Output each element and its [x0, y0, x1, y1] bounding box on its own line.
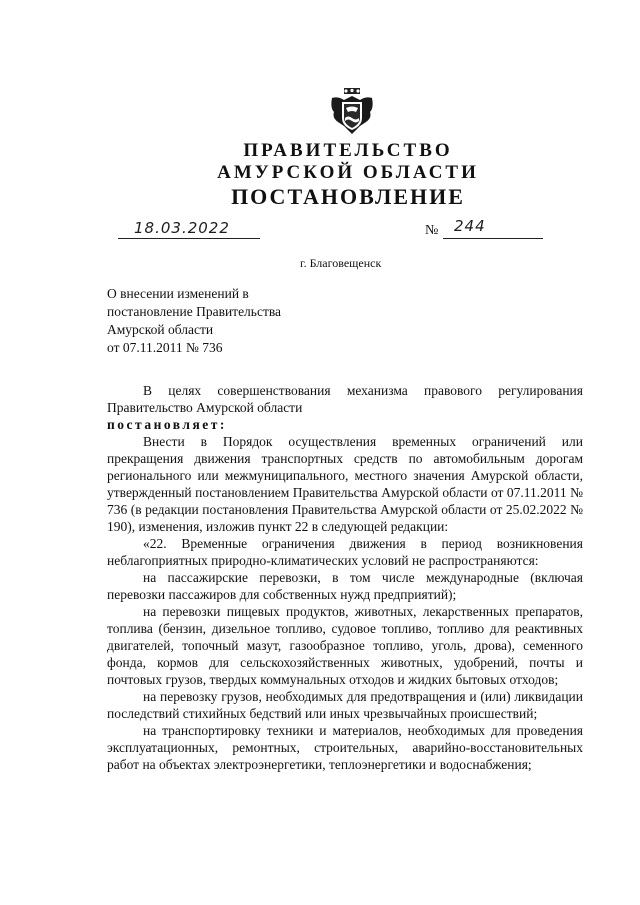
body-paragraph: на транспортировку техники и материалов, необходимых для проведения эксплуатационных, ремонтных, строительных, аварийно-восстановительных работ на объектах электроэнергетики, теплоэнергетики и водоснабжения;	[107, 723, 583, 772]
city-label: г. Благовещенск	[300, 256, 382, 270]
document-number: 244	[454, 217, 486, 235]
coat-of-arms-icon	[330, 88, 374, 134]
number-label: №	[425, 223, 439, 238]
body-paragraph: на перевозки пищевых продуктов, животных, лекарственных препаратов, топлива (бензин, дизельное топливо, судовое топливо, топливо для реактивных двигателей, топочный мазут, газообразное топливо, уголь, дрова), семенного фонда, кормов для сельскохозяйственных животных, удобрений, почты и почтовых грузов, твердых коммунальных отходов и жидких бытовых отходов;	[107, 604, 583, 687]
document-subject	[107, 285, 281, 357]
subject-line: Амурской области	[107, 322, 214, 337]
intro-paragraph: В целях совершенствования механизма правового регулирования Правительство Амурской области	[107, 383, 583, 415]
resolves-word: постановляет:	[107, 417, 227, 432]
body-paragraph: на пассажирские перевозки, в том числе международные (включая перевозки пассажиров для собственных нужд предприятий);	[107, 570, 583, 602]
body-paragraph: Внести в Порядок осуществления временных ограничений или прекращения движения транспортных средств по автомобильным дорогам регионального или межмуниципального, местного значения Амурской области, утвержденный постановлением Правительства Амурской области от 07.11.2011 № 736 (в редакции постановления Правительства Амурской области от 25.02.2022 № 190), изменения, изложив пункт 22 в следующей редакции:	[107, 434, 583, 534]
government-name-line2: АМУРСКОЙ ОБЛАСТИ	[217, 162, 479, 183]
subject-line: постановление Правительства	[107, 304, 282, 319]
document-type-title: ПОСТАНОВЛЕНИЕ	[231, 184, 465, 209]
government-name-line1: ПРАВИТЕЛЬСТВО	[243, 140, 453, 161]
document-date: 18.03.2022	[134, 219, 230, 237]
subject-line: О внесении изменений в	[107, 286, 249, 301]
document-body	[107, 382, 583, 773]
subject-line: от 07.11.2011 № 736	[107, 340, 223, 355]
body-paragraph: на перевозку грузов, необходимых для предотвращения и (или) ликвидации последствий стихийных бедствий или иных чрезвычайных происшествий;	[107, 689, 583, 721]
body-paragraph: «22. Временные ограничения движения в период возникновения неблагоприятных природно-климатических условий не распространяются:	[107, 536, 583, 568]
